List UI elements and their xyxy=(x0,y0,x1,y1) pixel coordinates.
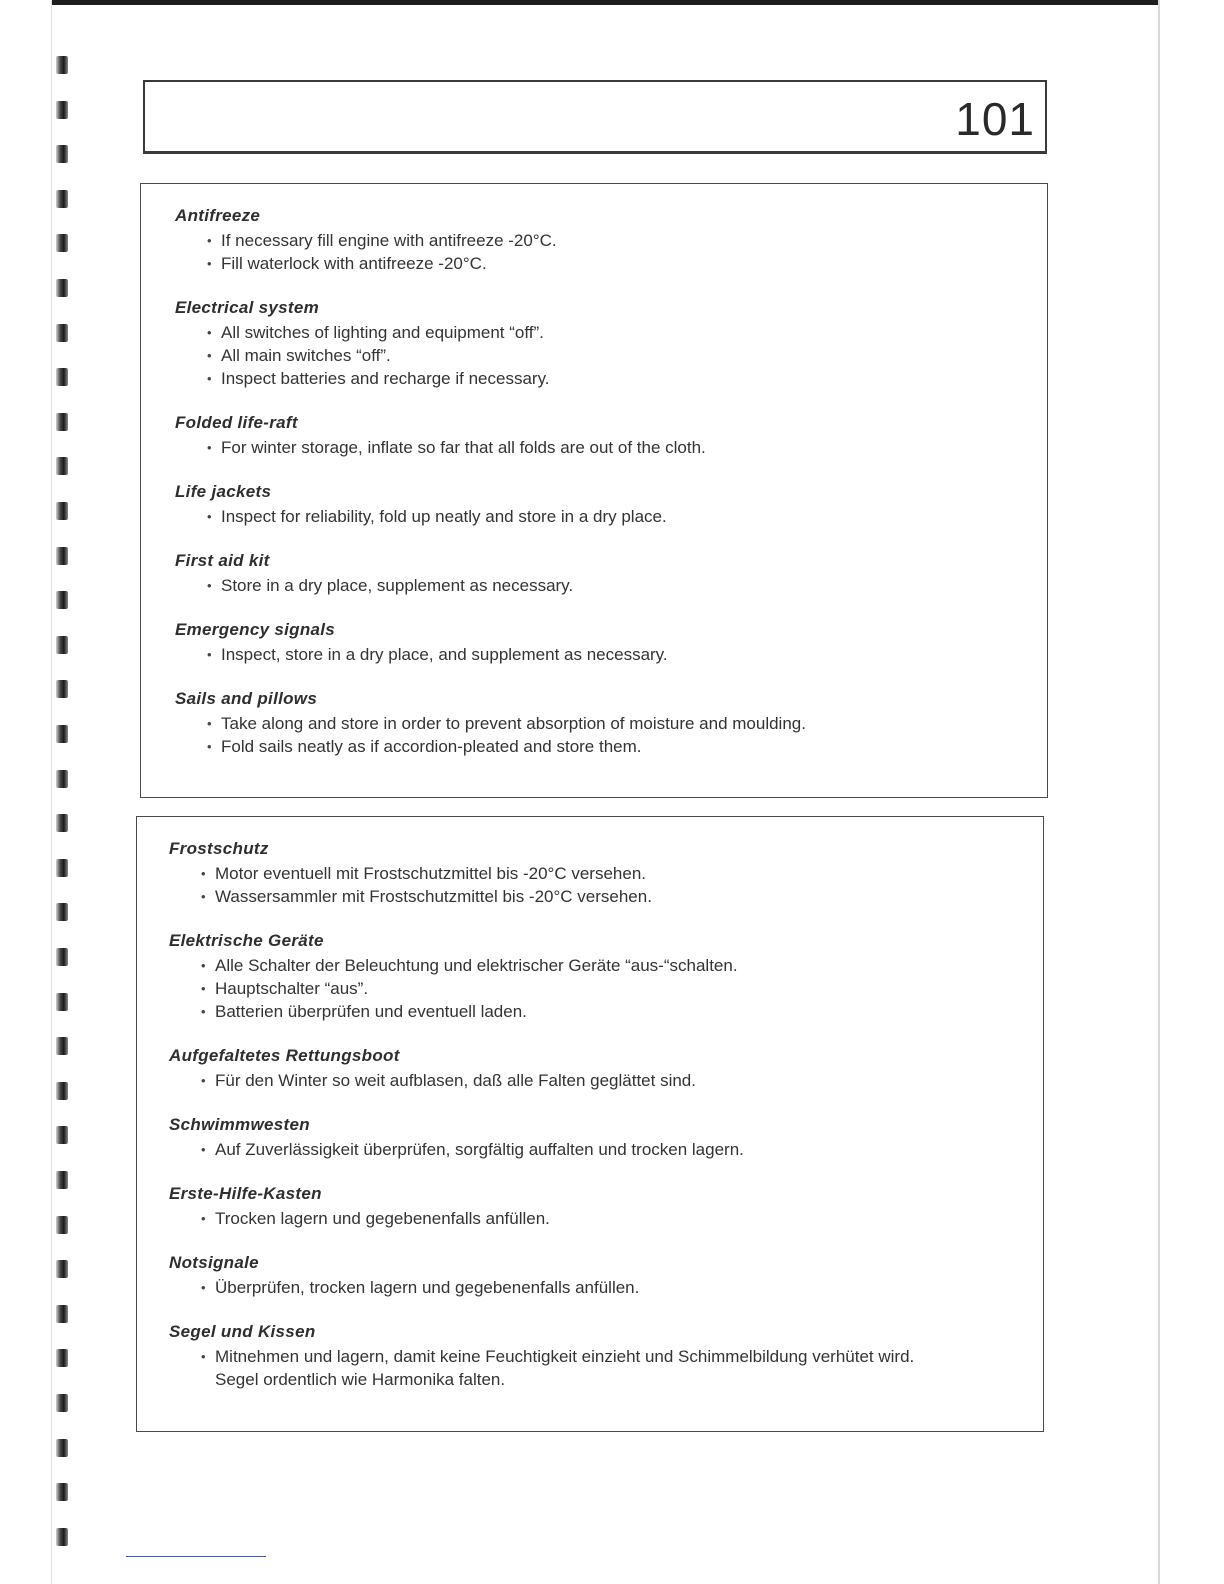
bullet-item: • Hauptschalter “aus”. xyxy=(169,977,1043,1000)
bullet-item: • Für den Winter so weit aufblasen, daß alle Falten geglättet sind. xyxy=(169,1069,1043,1092)
section-title: First aid kit xyxy=(175,551,270,570)
section-title: Elektrische Geräte xyxy=(169,931,324,950)
binding-hole xyxy=(56,101,68,119)
german-instructions-box xyxy=(136,816,1044,1432)
binding-hole xyxy=(56,1260,68,1278)
binding-hole xyxy=(56,1216,68,1234)
binding-hole xyxy=(56,368,68,386)
binding-hole xyxy=(56,457,68,475)
binding-hole xyxy=(56,190,68,208)
section-title: Segel und Kissen xyxy=(169,1322,316,1341)
section-life-jackets xyxy=(175,482,1047,528)
bullet-item: • Motor eventuell mit Frostschutzmittel bis -20°C versehen. xyxy=(169,862,1043,885)
binding-hole xyxy=(56,680,68,698)
english-instructions-box xyxy=(140,183,1048,798)
section-first-aid-kit xyxy=(175,551,1047,597)
section-title: Electrical system xyxy=(175,298,320,317)
section-title: Erste-Hilfe-Kasten xyxy=(169,1184,322,1203)
section-segel-und-kissen xyxy=(169,1322,1043,1391)
section-elektrische-geraete xyxy=(169,931,1043,1023)
binding-hole xyxy=(56,1439,68,1457)
bullet-item: • Alle Schalter der Beleuchtung und elektrischer Geräte “aus-“schalten. xyxy=(169,954,1043,977)
section-antifreeze xyxy=(175,206,1047,275)
bullet-item: • Auf Zuverlässigkeit überprüfen, sorgfältig auffalten und trocken lagern. xyxy=(169,1138,1043,1161)
bullet-item: • Fold sails neatly as if accordion-pleated and store them. xyxy=(175,735,1047,758)
binding-hole xyxy=(56,1483,68,1501)
bullet-item: • Fill waterlock with antifreeze -20°C. xyxy=(175,252,1047,275)
bullet-item: • Trocken lagern und gegebenenfalls anfüllen. xyxy=(169,1207,1043,1230)
section-title: Life jackets xyxy=(175,482,272,501)
binding-hole xyxy=(56,1305,68,1323)
section-title: Frostschutz xyxy=(169,839,269,858)
binding-hole xyxy=(56,547,68,565)
binding-hole xyxy=(56,56,68,74)
section-frostschutz xyxy=(169,839,1043,908)
binding-hole xyxy=(56,145,68,163)
binding-hole xyxy=(56,1528,68,1546)
section-title: Sails and pillows xyxy=(175,689,318,708)
bullet-item: • Wassersammler mit Frostschutzmittel bis -20°C versehen. xyxy=(169,885,1043,908)
bullet-item: • Inspect, store in a dry place, and supplement as necessary. xyxy=(175,643,1047,666)
section-sails-and-pillows xyxy=(175,689,1047,758)
section-aufgefaltetes-rettungsboot xyxy=(169,1046,1043,1092)
bullet-item: • Inspect batteries and recharge if necessary. xyxy=(175,367,1047,390)
bullet-item: • All main switches “off”. xyxy=(175,344,1047,367)
binding-hole xyxy=(56,948,68,966)
binding-hole xyxy=(56,859,68,877)
binding-hole xyxy=(56,413,68,431)
section-title: Notsignale xyxy=(169,1253,259,1272)
section-emergency-signals xyxy=(175,620,1047,666)
binding-hole xyxy=(56,234,68,252)
section-notsignale xyxy=(169,1253,1043,1299)
binding-hole xyxy=(56,725,68,743)
section-schwimmwesten xyxy=(169,1115,1043,1161)
section-electrical-system xyxy=(175,298,1047,390)
binding-hole xyxy=(56,324,68,342)
bullet-item: • Überprüfen, trocken lagern und gegebenenfalls anfüllen. xyxy=(169,1276,1043,1299)
binding-hole xyxy=(56,1394,68,1412)
binding-hole xyxy=(56,1171,68,1189)
bullet-item: • All switches of lighting and equipment “off”. xyxy=(175,321,1047,344)
bullet-item: • Batterien überprüfen und eventuell laden. xyxy=(169,1000,1043,1023)
bullet-item: • If necessary fill engine with antifreeze -20°C. xyxy=(175,229,1047,252)
section-title: Schwimmwesten xyxy=(169,1115,310,1134)
section-title: Folded life-raft xyxy=(175,413,298,432)
binding-hole xyxy=(56,814,68,832)
section-title: Antifreeze xyxy=(175,206,261,225)
page-header-box xyxy=(143,80,1047,154)
binding-hole xyxy=(56,279,68,297)
right-scan-edge xyxy=(1158,0,1160,1584)
page-number: 101 xyxy=(955,93,1035,145)
section-folded-life-raft xyxy=(175,413,1047,459)
spiral-binding xyxy=(50,48,76,1558)
section-title: Emergency signals xyxy=(175,620,336,639)
binding-hole xyxy=(56,1126,68,1144)
binding-hole xyxy=(56,636,68,654)
binding-hole xyxy=(56,502,68,520)
binding-hole xyxy=(56,1037,68,1055)
binding-hole xyxy=(56,1349,68,1367)
binding-hole xyxy=(56,1082,68,1100)
section-title: Aufgefaltetes Rettungsboot xyxy=(169,1046,400,1065)
bullet-item: • Inspect for reliability, fold up neatly and store in a dry place. xyxy=(175,505,1047,528)
binding-hole xyxy=(56,770,68,788)
bullet-item: • For winter storage, inflate so far that all folds are out of the cloth. xyxy=(175,436,1047,459)
binding-hole xyxy=(56,993,68,1011)
binding-hole xyxy=(56,903,68,921)
top-scan-edge xyxy=(52,0,1160,5)
bullet-item: • Take along and store in order to prevent absorption of moisture and moulding. xyxy=(175,712,1047,735)
bottom-link-underline xyxy=(126,1556,266,1557)
section-erste-hilfe-kasten xyxy=(169,1184,1043,1230)
binding-hole xyxy=(56,591,68,609)
bullet-item: • Mitnehmen und lagern, damit keine Feuchtigkeit einzieht und Schimmelbildung verhütet wird. Segel ordentlich wie Harmonika falten. xyxy=(169,1345,1043,1391)
bullet-item: • Store in a dry place, supplement as necessary. xyxy=(175,574,1047,597)
